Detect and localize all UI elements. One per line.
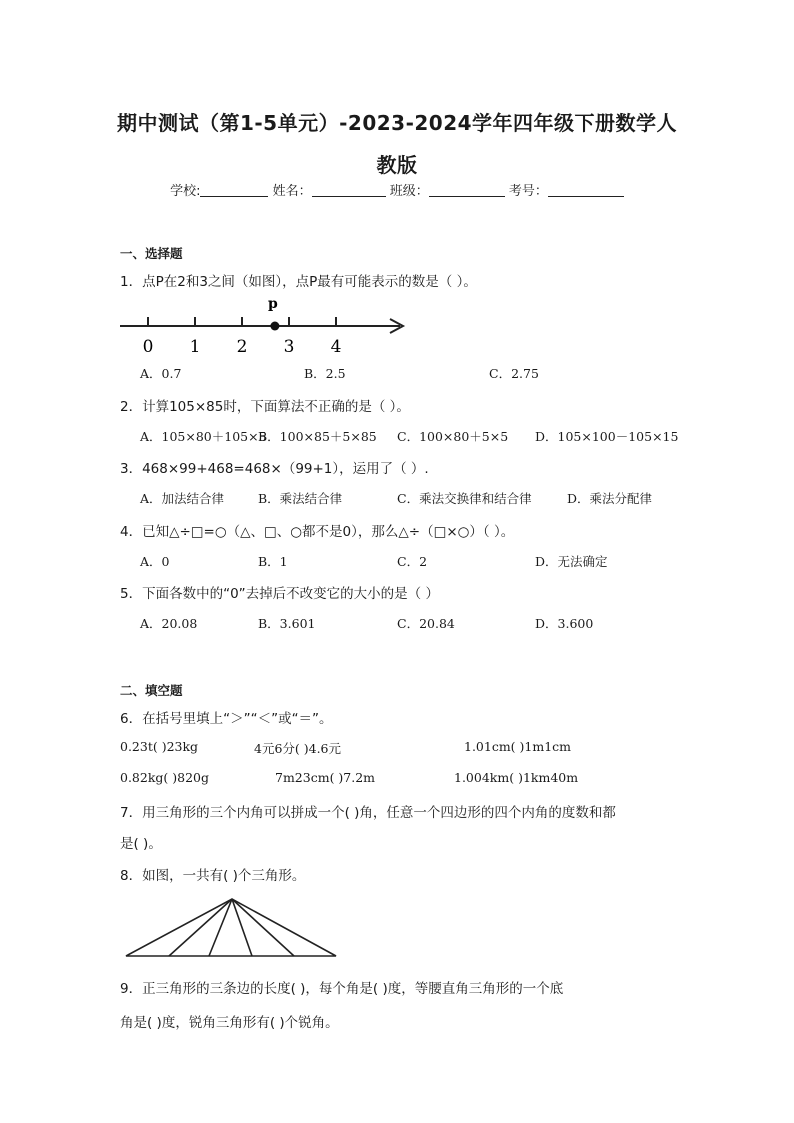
number-line-tick-label: 0: [142, 337, 154, 357]
student-info-line: [0, 180, 794, 199]
name-label: 姓名：: [272, 184, 312, 199]
question-1-text: 1．点P在2和3之间（如图），点P最有可能表示的数是（ ）。: [120, 274, 477, 290]
question-7-line-1: 7．用三角形的三个内角可以拼成一个( )角，任意一个四边形的四个内角的度数和都: [120, 805, 616, 821]
option-c[interactable]: C．100×80＋5×5: [397, 429, 509, 444]
school-blank[interactable]: [200, 182, 268, 197]
compare-item[interactable]: 7m23cm( )7.2m: [275, 770, 376, 785]
triangle-figure: [124, 896, 344, 960]
option-a[interactable]: A．20.08: [140, 616, 198, 631]
option-b[interactable]: B．乘法结合律: [258, 491, 343, 506]
name-blank[interactable]: [312, 182, 386, 197]
compare-item[interactable]: 1.01cm( )1m1cm: [464, 739, 572, 754]
question-6-text: 6．在括号里填上“＞”“＜”或“＝”。: [120, 711, 333, 727]
section-heading-choice: 一、选择题: [120, 246, 183, 261]
point-p-label: p: [268, 296, 278, 312]
class-blank[interactable]: [429, 182, 505, 197]
class-label: 班级：: [389, 184, 429, 199]
option-a[interactable]: A．105×80＋105×5: [140, 429, 267, 444]
option-c[interactable]: C．2.75: [489, 366, 539, 381]
question-9-line-2: 角是( )度，锐角三角形有( )个锐角。: [120, 1015, 339, 1031]
number-line-tick-label: 3: [283, 337, 295, 357]
question-7-line-2: 是( )。: [120, 836, 162, 852]
option-d[interactable]: D．3.600: [535, 616, 594, 631]
option-b[interactable]: B．100×85＋5×85: [258, 429, 377, 444]
compare-item[interactable]: 0.82kg( )820g: [120, 770, 209, 785]
option-b[interactable]: B．1: [258, 554, 288, 569]
outer-triangle: [126, 899, 336, 956]
question-5-text: 5．下面各数中的“0”去掉后不改变它的大小的是（ ）: [120, 586, 439, 602]
option-c[interactable]: C．20.84: [397, 616, 455, 631]
option-c[interactable]: C．2: [397, 554, 428, 569]
option-d[interactable]: D．乘法分配律: [567, 491, 653, 506]
page-title: 期中测试（第1-5单元）-2023-2024学年四年级下册数学人教版: [116, 111, 678, 177]
point-p-marker: [270, 322, 279, 331]
number-line-figure: [118, 290, 418, 360]
number-line-tick-label: 4: [330, 337, 342, 357]
section-heading-fill: 二、填空题: [120, 683, 183, 698]
exam-no-label: 考号：: [508, 184, 548, 199]
compare-item[interactable]: 4元6分( )4.6元: [254, 741, 342, 756]
question-4-text: 4．已知△÷□=○（△、□、○都不是0），那么△÷（□×○）（ ）。: [120, 524, 515, 540]
option-a[interactable]: A．0: [140, 554, 170, 569]
exam-no-blank[interactable]: [548, 182, 624, 197]
option-a[interactable]: A．0.7: [140, 366, 182, 381]
option-c[interactable]: C．乘法交换律和结合律: [397, 491, 532, 506]
number-line-tick-label: 2: [236, 337, 248, 357]
question-3-text: 3．468×99+468=468×（99+1），运用了（ ）.: [120, 461, 429, 477]
question-8-text: 8．如图，一共有( )个三角形。: [120, 868, 306, 884]
inner-segment: [209, 899, 232, 956]
option-d[interactable]: D．无法确定: [535, 554, 608, 569]
option-b[interactable]: B．2.5: [304, 366, 346, 381]
option-d[interactable]: D．105×100－105×15: [535, 429, 679, 444]
option-b[interactable]: B．3.601: [258, 616, 316, 631]
compare-item[interactable]: 0.23t( )23kg: [120, 739, 199, 754]
school-label: 学校:: [170, 184, 201, 199]
option-a[interactable]: A．加法结合律: [140, 491, 225, 506]
number-line-tick-label: 1: [189, 337, 201, 357]
question-2-text: 2．计算105×85时，下面算法不正确的是（ ）。: [120, 399, 410, 415]
compare-item[interactable]: 1.004km( )1km40m: [454, 770, 579, 785]
question-9-line-1: 9．正三角形的三条边的长度( )，每个角是( )度，等腰直角三角形的一个底: [120, 981, 564, 997]
